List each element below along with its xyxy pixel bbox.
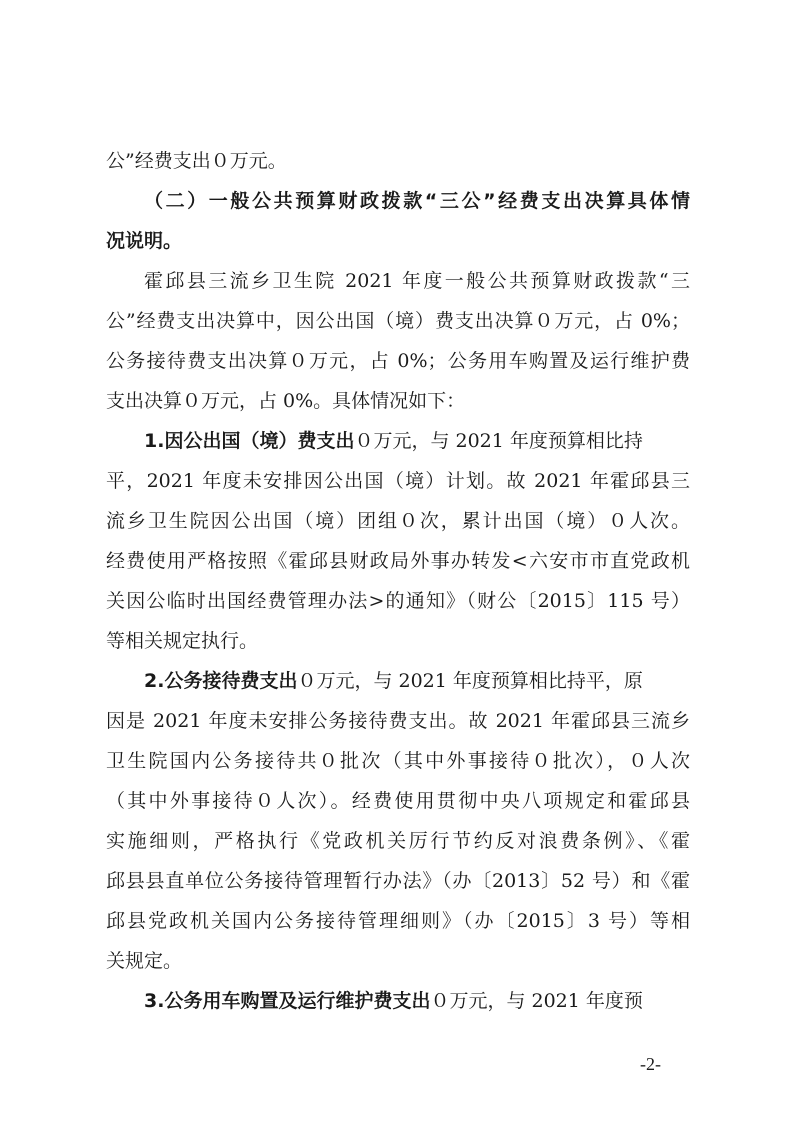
text-line: 公”经费支出０万元。 <box>106 150 287 172</box>
paragraph-line: 公务接待费支出决算０万元，占 0%；公务用车购置及运行维护费 <box>106 350 690 372</box>
paragraph-line: 平，2021 年度未安排因公出国（境）计划。故 2021 年霍邱县三 <box>106 470 690 492</box>
item-2-line <box>106 664 690 698</box>
item-3-rest: ０万元，与 2021 年度预 <box>430 990 643 1012</box>
paragraph-line: 流乡卫生院因公出国（境）团组０次，累计出国（境）０人次。 <box>106 510 690 532</box>
section-heading: （二）一般公共预算财政拨款“三公”经费支出决算具体情 <box>144 190 690 212</box>
item-3-lead: 3.公务用车购置及运行维护费支出 <box>144 990 431 1012</box>
item-2-lead: 2.公务接待费支出 <box>144 670 298 692</box>
paragraph-line: 支出决算０万元，占 0%。具体情况如下： <box>106 390 466 412</box>
paragraph-line: 经费使用严格按照《霍邱县财政局外事办转发<六安市市直党政机 <box>106 550 690 572</box>
paragraph-line: 实施细则，严格执行《党政机关厉行节约反对浪费条例》、《霍 <box>106 830 690 852</box>
paragraph-line: 卫生院国内公务接待共０批次（其中外事接待０批次），０人次 <box>106 750 690 772</box>
item-1-lead: 1.因公出国（境）费支出 <box>144 430 355 452</box>
paragraph-line: 公”经费支出决算中，因公出国（境）费支出决算０万元，占 0%； <box>106 310 690 332</box>
paragraph-line: 霍邱县三流乡卫生院 2021 年度一般公共预算财政拨款“三 <box>144 270 690 292</box>
item-2-rest: ０万元，与 2021 年度预算相比持平，原 <box>297 670 643 692</box>
paragraph-line: 等相关规定执行。 <box>106 630 259 652</box>
paragraph-line: 邱县党政机关国内公务接待管理细则》（办〔2015〕3 号）等相 <box>106 910 690 932</box>
paragraph-line: 因是 2021 年度未安排公务接待费支出。故 2021 年霍邱县三流乡 <box>106 710 690 732</box>
section-heading-cont: 况说明。 <box>106 230 183 252</box>
item-1-line <box>106 424 690 458</box>
page-number: -2- <box>640 1054 661 1074</box>
item-3-line <box>106 984 690 1018</box>
paragraph-line: 关规定。 <box>106 950 183 972</box>
paragraph-line: 关因公临时出国经费管理办法>的通知》（财公〔2015〕115 号） <box>106 590 690 612</box>
paragraph-line: （其中外事接待０人次）。经费使用贯彻中央八项规定和霍邱县 <box>106 790 690 812</box>
paragraph-line: 邱县县直单位公务接待管理暂行办法》（办〔2013〕52 号）和《霍 <box>106 870 690 892</box>
item-1-rest: ０万元，与 2021 年度预算相比持 <box>354 430 643 452</box>
